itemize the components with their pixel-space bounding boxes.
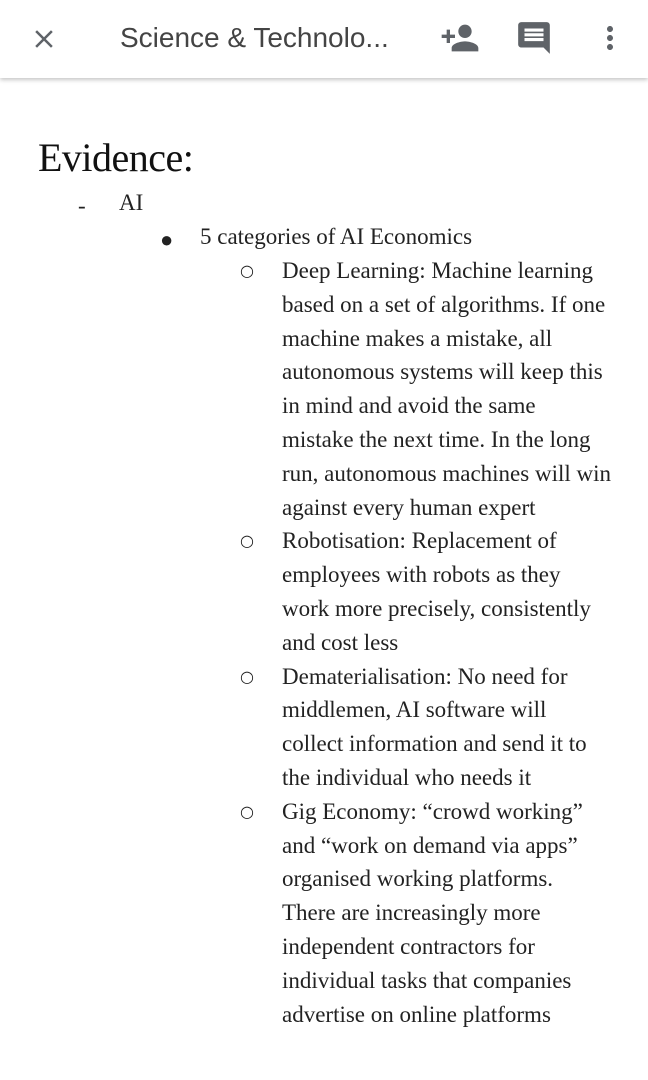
hollow-bullet: ○	[240, 801, 254, 821]
document-body[interactable]	[0, 78, 648, 1080]
document-title: Science & Technolo...	[120, 22, 389, 53]
close-button[interactable]	[20, 15, 68, 63]
comment-button[interactable]	[510, 12, 558, 64]
list-item	[240, 660, 620, 795]
document-heading: Evidence:	[38, 135, 194, 180]
hollow-bullet: ○	[240, 666, 254, 686]
comment-icon	[515, 19, 553, 57]
hollow-bullet: ○	[240, 531, 254, 551]
list-item-ai: AI	[119, 190, 144, 215]
more-options-button[interactable]	[590, 12, 630, 64]
dash-bullet: -	[78, 193, 86, 218]
list-item-text: Deep Learning: Machine learning based on a set of algorithms. If one machine makes a mistake, all autonomous systems will keep this in mind and avoid the same mistake the next time. In the long run, autonomous machines will win against every human expert	[282, 258, 611, 520]
list-item-text: Dematerialisation: No need for middlemen, AI software will collect information and send it to the individual who needs it	[282, 663, 587, 790]
list-item-text: Robotisation: Replacement of employees with robots as they work more precisely, consistently and cost less	[282, 528, 591, 655]
list-item	[240, 254, 620, 524]
hollow-bullet: ○	[240, 261, 254, 280]
top-toolbar	[0, 0, 648, 78]
close-icon	[29, 24, 59, 54]
share-button[interactable]	[434, 12, 486, 64]
sub-bullet-list	[240, 254, 620, 1031]
filled-bullet: ●	[160, 227, 174, 252]
list-item	[240, 524, 620, 659]
add-person-icon	[440, 18, 480, 58]
list-item-categories: 5 categories of AI Economics	[200, 224, 473, 249]
list-item	[240, 795, 620, 1032]
more-vert-icon	[592, 20, 628, 56]
list-item-text: Gig Economy: “crowd working” and “work on demand via apps” organised working platforms. There are increasingly more independent contractors for individual tasks that companies advertise on online platforms	[282, 798, 583, 1027]
